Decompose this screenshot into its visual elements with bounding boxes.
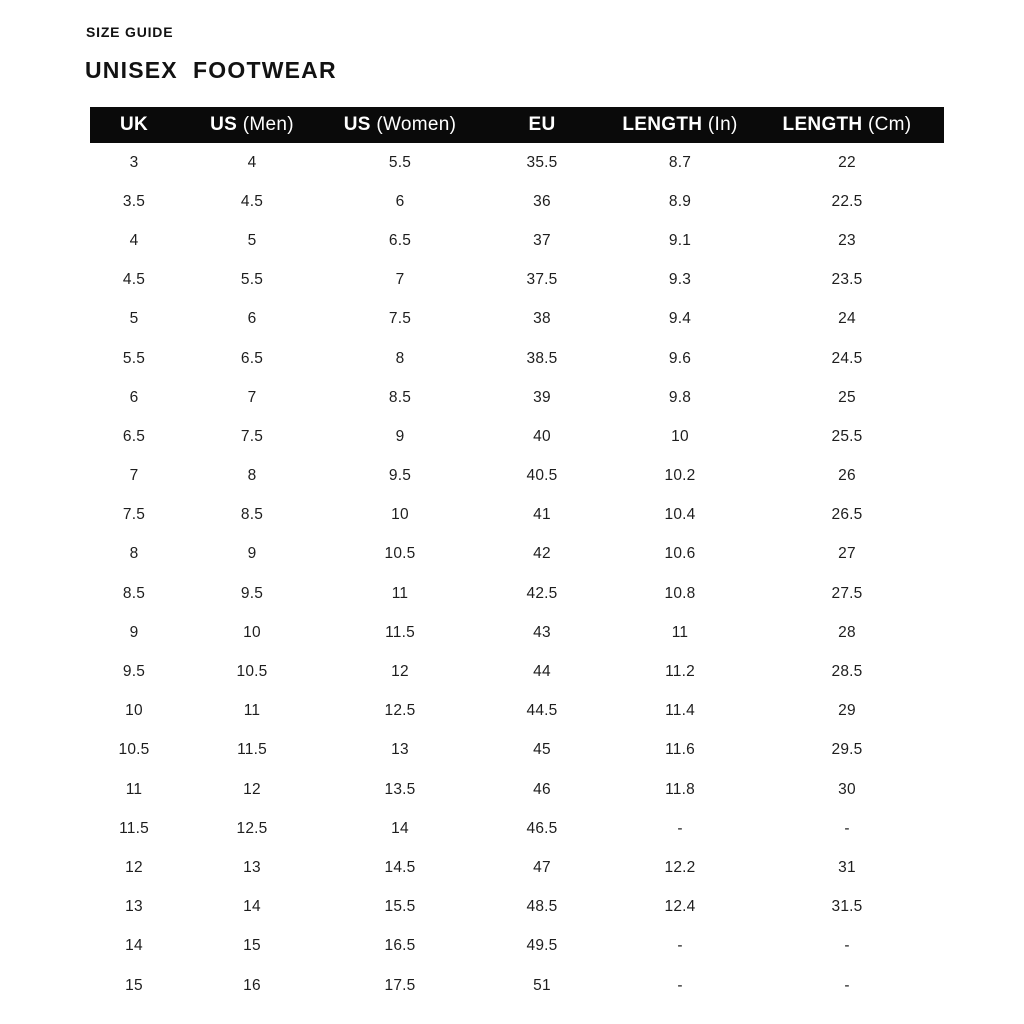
table-row: [90, 535, 944, 574]
table-cell: 13: [125, 898, 143, 916]
table-row: [90, 417, 944, 456]
table-cell: 49.5: [526, 937, 558, 955]
table-cell: 13: [391, 741, 409, 759]
table-cell: 9.4: [668, 310, 692, 328]
table-cell: 10.4: [664, 506, 696, 524]
table-cell: 8.5: [240, 506, 264, 524]
table-cell: 9.5: [122, 663, 146, 681]
table-row: [90, 339, 944, 378]
table-cell: 42: [533, 545, 551, 563]
table-cell: 10: [671, 427, 689, 445]
column-header-length-cm: LENGTH (Cm): [782, 114, 912, 135]
table-cell: 14: [125, 937, 143, 955]
table-cell: 9.8: [668, 388, 692, 406]
table-cell: 46.5: [526, 819, 558, 837]
table-cell: 10.6: [664, 545, 696, 563]
table-cell: 8: [129, 545, 139, 563]
table-cell: 11.5: [385, 623, 415, 641]
table-cell: 13.5: [384, 780, 416, 798]
table-cell: 9.3: [668, 271, 692, 289]
table-cell: 17.5: [384, 976, 416, 994]
table-cell: 8: [395, 349, 405, 367]
column-header-us-women: US (Women): [343, 114, 457, 135]
table-cell: 14: [243, 898, 261, 916]
table-cell: 24.5: [831, 349, 863, 367]
table-cell: 6: [395, 192, 405, 210]
table-cell: 15: [243, 937, 261, 955]
table-cell: 12.5: [236, 819, 268, 837]
table-cell: 10: [243, 623, 261, 641]
table-cell: 10.2: [664, 467, 696, 485]
table-cell: 13: [243, 858, 261, 876]
table-cell: 10: [125, 702, 143, 720]
size-guide-label: SIZE GUIDE: [86, 24, 174, 40]
table-row: [90, 652, 944, 691]
table-cell: 8.9: [668, 192, 692, 210]
table-cell: 44: [533, 663, 551, 681]
table-cell: 41: [533, 506, 551, 524]
table-row: [90, 888, 944, 927]
table-cell: 46: [533, 780, 551, 798]
table-cell: 3.5: [122, 192, 146, 210]
table-cell: 10.5: [118, 741, 150, 759]
table-cell: 5.5: [240, 271, 264, 289]
table-cell: 48.5: [526, 898, 558, 916]
table-cell: 6: [129, 388, 139, 406]
table-row: [90, 692, 944, 731]
table-cell: 29: [838, 702, 856, 720]
table-cell: 14.5: [384, 858, 416, 876]
table-cell: 5.5: [122, 349, 146, 367]
table-cell: 22.5: [831, 192, 863, 210]
table-cell: 15: [125, 976, 143, 994]
table-row: [90, 221, 944, 260]
table-cell: 8.5: [122, 584, 146, 602]
table-cell: 35.5: [526, 153, 558, 171]
table-cell: 31: [838, 858, 856, 876]
table-cell: 8.5: [388, 388, 412, 406]
table-row: [90, 613, 944, 652]
table-cell: 39: [533, 388, 551, 406]
table-cell: 23: [838, 231, 856, 249]
table-cell: 25: [838, 388, 856, 406]
table-cell: 22: [838, 153, 856, 171]
table-cell: 38: [533, 310, 551, 328]
table-cell: -: [677, 976, 683, 994]
table-cell: 31.5: [831, 898, 863, 916]
table-row: [90, 457, 944, 496]
table-cell: 8.7: [668, 153, 692, 171]
table-cell: 28: [838, 623, 856, 641]
table-cell: 11.4: [665, 702, 695, 720]
table-cell: 5: [247, 231, 257, 249]
table-cell: 4.5: [240, 192, 264, 210]
table-cell: 27: [838, 545, 856, 563]
table-cell: 4: [247, 153, 257, 171]
table-cell: 6: [247, 310, 257, 328]
table-cell: 25.5: [831, 427, 863, 445]
table-cell: 36: [533, 192, 551, 210]
table-cell: 24: [838, 310, 856, 328]
table-cell: 12: [125, 858, 143, 876]
column-header-us-men: US (Men): [210, 114, 294, 135]
table-row: [90, 143, 944, 182]
table-cell: 7.5: [388, 310, 412, 328]
size-table-body: [90, 143, 944, 1005]
table-cell: 11.6: [665, 741, 695, 759]
table-cell: 44.5: [526, 702, 558, 720]
table-cell: 3: [129, 153, 139, 171]
table-cell: 7: [247, 388, 257, 406]
column-header-uk: UK: [119, 114, 149, 135]
column-header-length-in: LENGTH (In): [622, 114, 738, 135]
table-cell: 12.5: [384, 702, 416, 720]
table-cell: 51: [533, 976, 551, 994]
table-cell: 9.1: [668, 231, 692, 249]
table-cell: 38.5: [526, 349, 558, 367]
table-row: [90, 378, 944, 417]
table-row: [90, 574, 944, 613]
table-cell: 30: [838, 780, 856, 798]
table-cell: 42.5: [526, 584, 558, 602]
page-title: UNISEX FOOTWEAR: [85, 57, 337, 83]
table-row: [90, 770, 944, 809]
table-cell: 11.5: [237, 741, 267, 759]
size-table: [90, 107, 944, 1005]
table-cell: 26: [838, 467, 856, 485]
size-table-header-row: [90, 107, 944, 143]
table-cell: 4.5: [122, 271, 146, 289]
table-cell: 11: [391, 584, 409, 602]
table-cell: 16.5: [384, 937, 416, 955]
table-cell: 6.5: [122, 427, 146, 445]
table-cell: 4: [129, 231, 139, 249]
table-cell: 9.6: [668, 349, 692, 367]
table-cell: -: [844, 937, 850, 955]
table-cell: 6.5: [388, 231, 412, 249]
table-cell: 28.5: [831, 663, 863, 681]
table-cell: 11: [243, 702, 261, 720]
table-cell: 5: [129, 310, 139, 328]
table-cell: 12: [243, 780, 261, 798]
table-cell: 7.5: [240, 427, 264, 445]
column-header-eu: EU: [528, 114, 556, 135]
table-cell: 43: [533, 623, 551, 641]
table-cell: 15.5: [384, 898, 416, 916]
table-cell: 23.5: [831, 271, 863, 289]
table-cell: 16: [243, 976, 261, 994]
table-cell: 27.5: [831, 584, 863, 602]
table-cell: 37.5: [526, 271, 558, 289]
table-cell: 10.8: [664, 584, 696, 602]
table-cell: 7.5: [122, 506, 146, 524]
table-row: [90, 927, 944, 966]
table-cell: 9.5: [240, 584, 264, 602]
table-cell: 11: [671, 623, 689, 641]
table-cell: 40: [533, 427, 551, 445]
table-cell: 11: [125, 780, 143, 798]
table-cell: 7: [395, 271, 405, 289]
table-cell: 26.5: [831, 506, 863, 524]
table-cell: 12.4: [664, 898, 696, 916]
table-cell: 40.5: [526, 467, 558, 485]
table-cell: 10.5: [384, 545, 416, 563]
table-cell: 5.5: [388, 153, 412, 171]
table-cell: -: [677, 937, 683, 955]
table-cell: -: [844, 819, 850, 837]
table-cell: 9: [395, 427, 405, 445]
table-cell: 45: [533, 741, 551, 759]
table-cell: 11.8: [665, 780, 695, 798]
table-row: [90, 182, 944, 221]
table-cell: 11.5: [119, 819, 149, 837]
table-cell: 7: [129, 467, 139, 485]
table-cell: 6.5: [240, 349, 264, 367]
table-cell: 12: [391, 663, 409, 681]
table-cell: 37: [533, 231, 551, 249]
table-row: [90, 261, 944, 300]
table-cell: 12.2: [664, 858, 696, 876]
table-cell: -: [677, 819, 683, 837]
table-cell: 9: [247, 545, 257, 563]
table-row: [90, 300, 944, 339]
table-cell: 8: [247, 467, 257, 485]
table-cell: 14: [391, 819, 409, 837]
table-cell: 11.2: [665, 663, 695, 681]
table-row: [90, 809, 944, 848]
table-cell: -: [844, 976, 850, 994]
table-cell: 10: [391, 506, 409, 524]
table-cell: 29.5: [831, 741, 863, 759]
table-cell: 10.5: [236, 663, 268, 681]
table-cell: 47: [533, 858, 551, 876]
table-row: [90, 966, 944, 1005]
table-row: [90, 731, 944, 770]
table-row: [90, 496, 944, 535]
table-cell: 9.5: [388, 467, 412, 485]
table-cell: 9: [129, 623, 139, 641]
table-row: [90, 848, 944, 887]
